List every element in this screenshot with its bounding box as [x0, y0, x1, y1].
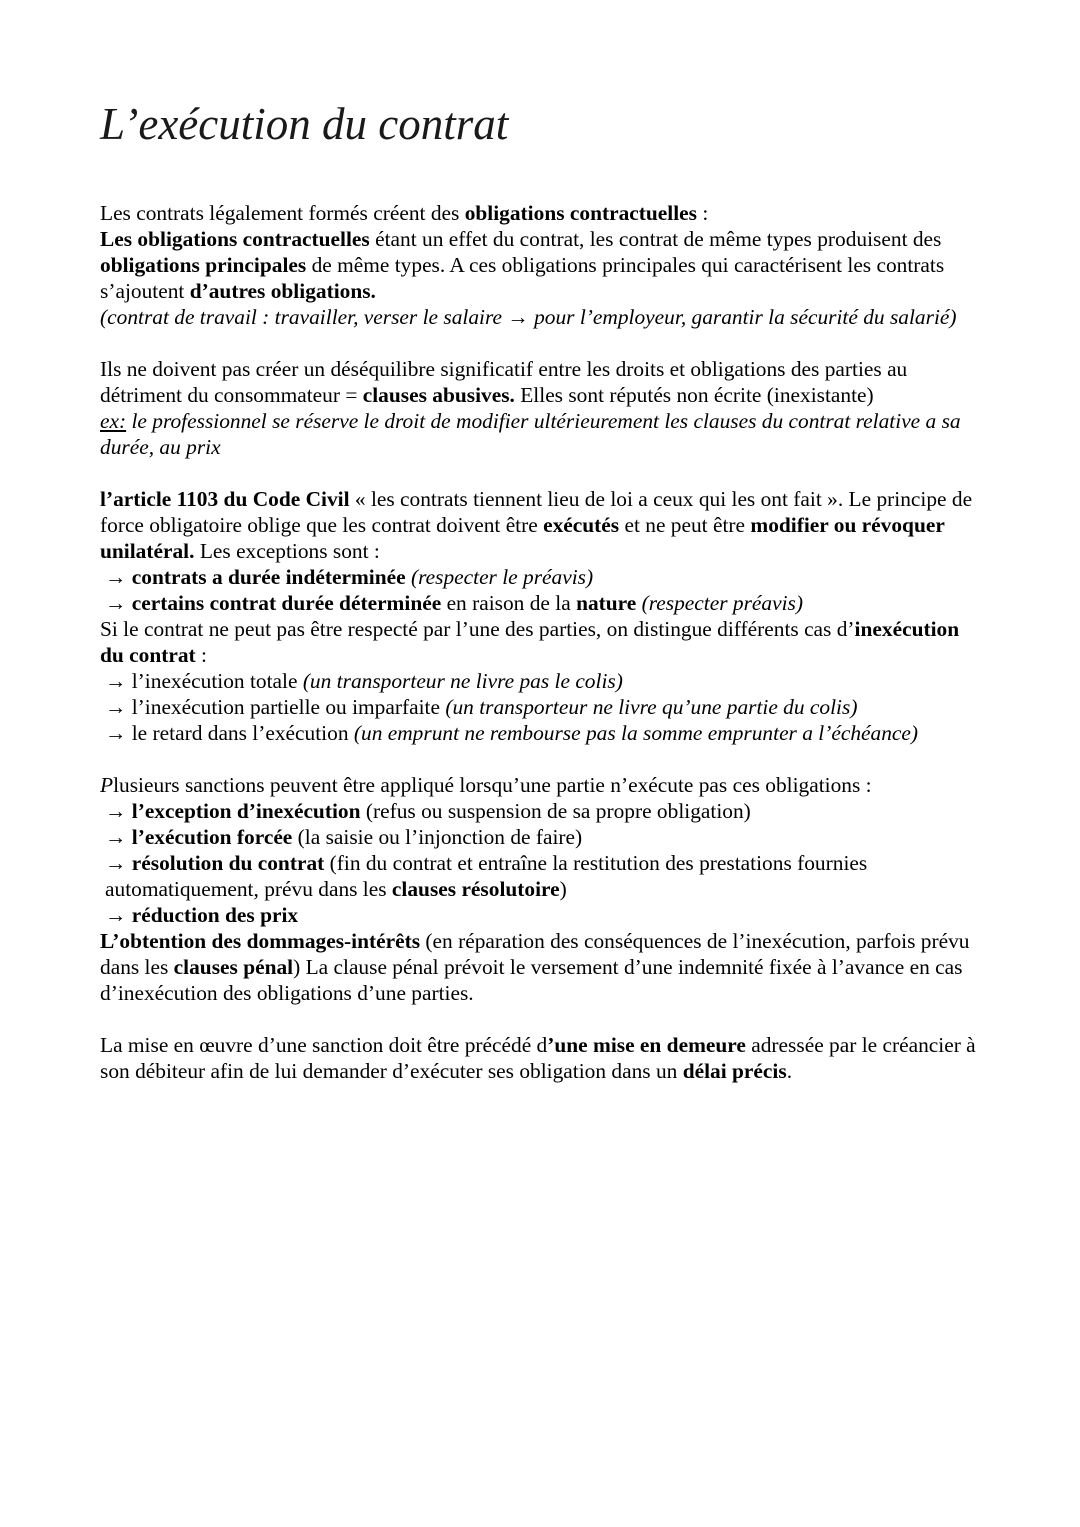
text-run: délai précis [682, 1059, 787, 1084]
text-run: → [105, 799, 132, 824]
text-run: : [195, 643, 207, 668]
page-title: L’exécution du contrat [100, 99, 509, 149]
text-run: adressée par le créancier à son débiteur afin de lui demander d’exécuter ses obligation dans un [100, 1033, 976, 1084]
text-run: (contrat de travail : travailler, verser le salaire → pour l’employeur, garantir la sécurité du salarié) [100, 305, 957, 330]
text-run: en raison de la [441, 591, 577, 616]
text-run: lusieurs sanctions peuvent être appliqué lorsqu’une partie n’exécute pas ces obligations : [113, 773, 872, 798]
blank-line [100, 460, 980, 486]
paragraph [100, 902, 980, 928]
text-run: clauses abusives. [362, 383, 515, 408]
paragraph [100, 694, 980, 720]
text-run: ) La clause pénal prévoit le versement d’une indemnité fixée à l’avance en cas d’inexécution des obligations d’une parties. [100, 955, 963, 1006]
paragraph [100, 798, 980, 824]
paragraph [100, 408, 980, 460]
text-run: obligations principales [100, 253, 307, 278]
text-run: (la saisie ou l’injonction de faire) [292, 825, 583, 850]
text-run: → [105, 591, 132, 616]
text-run: modifier ou révoquer unilatéral. [100, 513, 945, 564]
text-run: certains contrat durée déterminée [131, 591, 442, 616]
paragraph [100, 1032, 980, 1084]
blank-line [100, 746, 980, 772]
paragraph [100, 590, 980, 616]
text-run: l’exécution forcée [131, 825, 293, 850]
paragraph [100, 772, 980, 798]
paragraph [100, 668, 980, 694]
text-run: (en réparation des conséquences de l’inexécution, parfois prévu dans les [100, 929, 970, 980]
text-run: → l’inexécution totale [105, 669, 303, 694]
text-run: Les exceptions sont : [194, 539, 380, 564]
text-run: . [786, 1059, 793, 1084]
text-run: Les obligations contractuelles [100, 227, 370, 252]
text-run: (un transporteur ne livre pas le colis) [302, 669, 623, 694]
text-run: P [100, 773, 114, 798]
text-run: Ils ne doivent pas créer un déséquilibre significatif entre les droits et obligations des parties au détriment du consommateur = [100, 357, 908, 408]
text-run: → l’inexécution partielle ou imparfaite [105, 695, 446, 720]
text-run: ex: [100, 409, 127, 434]
text-run: (respecter le préavis) [410, 565, 594, 590]
text-run: → [105, 851, 132, 876]
blank-line [100, 330, 980, 356]
text-run: La mise en œuvre d’une sanction doit être précédé d [100, 1033, 548, 1058]
paragraph [100, 564, 980, 590]
text-run: → le retard dans l’exécution [105, 721, 354, 746]
paragraph [100, 356, 980, 408]
paragraph [100, 824, 980, 850]
text-run: l’article 1103 du Code Civil [100, 487, 350, 512]
document-body [100, 200, 980, 1084]
text-run: résolution du contrat [131, 851, 325, 876]
text-run: ’une mise en demeure [547, 1033, 746, 1058]
text-run: : [697, 201, 709, 226]
text-run: → [105, 565, 132, 590]
text-run: réduction des prix [131, 903, 299, 928]
paragraph [100, 616, 980, 668]
paragraph [100, 226, 980, 304]
text-run: Les contrats légalement formés créent des [100, 201, 465, 226]
text-run: → [105, 825, 132, 850]
text-run: l’exception d’inexécution [131, 799, 361, 824]
text-run: (refus ou suspension de sa propre obligation) [360, 799, 751, 824]
text-run: de même types. A ces obligations principales qui caractérisent les contrats s’ajoutent [100, 253, 945, 304]
text-run: (un transporteur ne livre qu’une partie du colis) [445, 695, 858, 720]
paragraph [100, 486, 980, 564]
text-run: exécutés [543, 513, 620, 538]
text-run: contrats a durée indéterminée [131, 565, 406, 590]
paragraph [100, 928, 980, 1006]
text-run: étant un effet du contrat, les contrat de même types produisent des [369, 227, 942, 252]
text-run: Si le contrat ne peut pas être respecté par l’une des parties, on distingue différents cas d’ [100, 617, 855, 642]
text-run: Elles sont réputés non écrite (inexistante) [514, 383, 874, 408]
paragraph [100, 200, 980, 226]
paragraph [100, 720, 980, 746]
text-run: ) [559, 877, 567, 902]
text-run: le professionnel se réserve le droit de modifier ultérieurement les clauses du contrat relative a sa durée, au prix [100, 409, 961, 460]
text-run: inexécution du contrat [100, 617, 960, 668]
text-run: nature [576, 591, 637, 616]
paragraph [100, 850, 980, 902]
text-run: obligations contractuelles [464, 201, 697, 226]
text-run: (fin du contrat et entraîne la restitution des prestations fournies automatiquement, prévu dans les [105, 851, 868, 902]
text-run: clauses pénal [173, 955, 294, 980]
text-run: (respecter préavis) [641, 591, 803, 616]
text-run: d’autres obligations. [189, 279, 376, 304]
document-content [100, 0, 980, 1084]
paragraph [100, 304, 980, 330]
text-run: → [105, 903, 132, 928]
blank-line [100, 1006, 980, 1032]
text-run: « les contrats tiennent lieu de loi a ceux qui les ont fait ». Le principe de force obligatoire oblige que les contrat doivent être [100, 487, 973, 538]
text-run: (un emprunt ne rembourse pas la somme emprunter a l’échéance) [353, 721, 919, 746]
text-run: L’obtention des dommages-intérêts [100, 929, 421, 954]
text-run: clauses résolutoire [391, 877, 560, 902]
text-run: et ne peut être [619, 513, 751, 538]
